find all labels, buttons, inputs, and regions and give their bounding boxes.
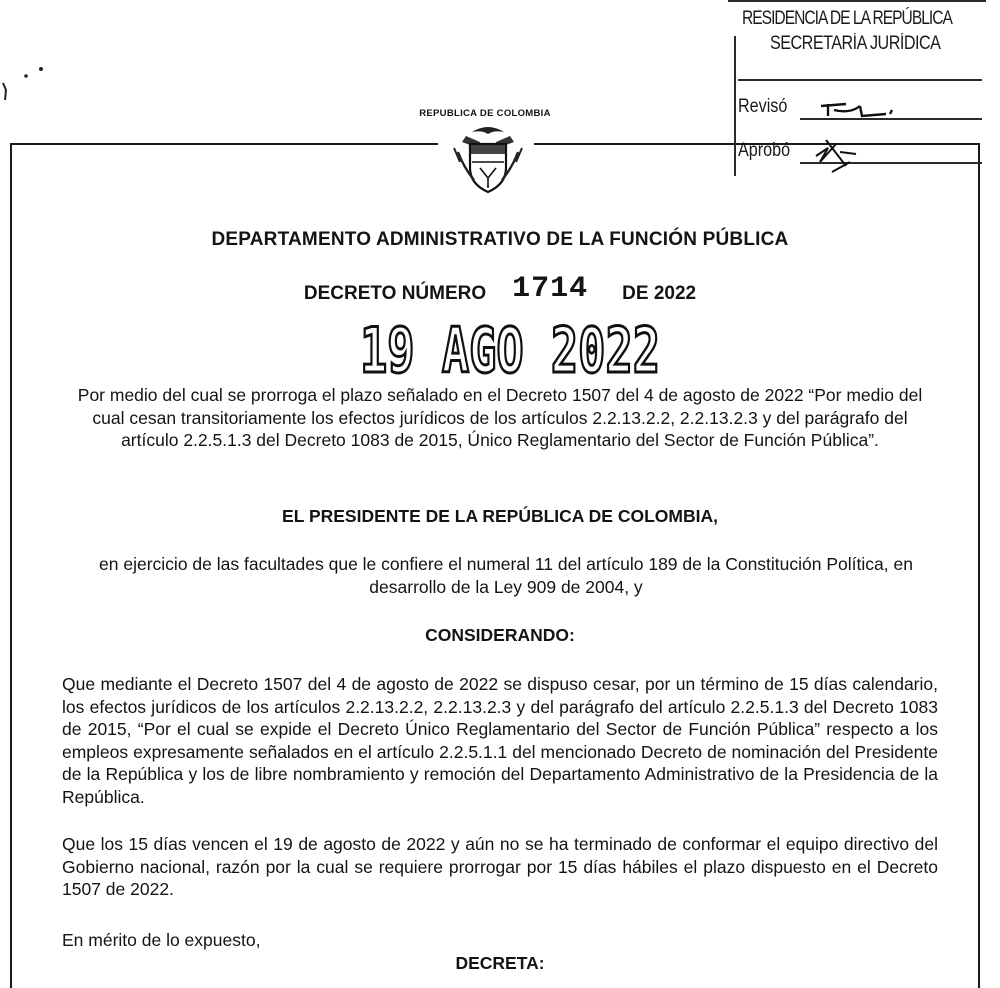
- stamp-rule-1: [738, 79, 982, 81]
- stamp-reviso-label: Revisó: [738, 96, 788, 117]
- frame-right-border: [978, 143, 980, 988]
- stamp-aprobo-label: Aprobó: [738, 140, 791, 161]
- decreto-prefix: DECRETO NÚMERO: [303, 283, 487, 304]
- frame-left-border: [10, 143, 12, 988]
- decreto-number-line: [0, 272, 1000, 309]
- decreto-number: 1714: [512, 272, 589, 306]
- republica-label: REPUBLICA DE COLOMBIA: [419, 108, 551, 119]
- considerando-paragraph-2: Que los 15 días vencen el 19 de agosto de 2022 y aún no se ha terminado de conformar el equipo directivo del Gobierno nacional, razón por la cual se requiere prorrogar por 15 días hábiles el plazo dispuesto en el Decreto 1507 de 2022.: [62, 834, 938, 899]
- frame-top-border-left: [10, 143, 438, 145]
- stamp-title-line2: SECRETARÍA JURÍDICA: [770, 33, 941, 54]
- stamp-title-line1: RESIDENCIA DE LA REPÚBLICA: [742, 8, 952, 29]
- aprobo-signature: [806, 132, 866, 176]
- date-stamp: [356, 312, 666, 387]
- stamp-top-rule: [728, 0, 986, 2]
- date-stamp-text: 19 AGO 2022: [360, 314, 660, 387]
- faculties-paragraph: en ejercicio de las facultades que le confiere el numeral 11 del artículo 189 de la Constitución Política, en desarrollo de la Ley 909 de 2004, y: [99, 554, 913, 597]
- president-heading: EL PRESIDENTE DE LA REPÚBLICA DE COLOMBIA,: [282, 506, 718, 526]
- colombia-coat-of-arms-icon: [450, 122, 526, 198]
- subject-paragraph: Por medio del cual se prorroga el plazo señalado en el Decreto 1507 del 4 de agosto de 2022 “Por medio del cual cesan transitoriamente los efectos jurídicos de los artículos 2.2.13.2.2, 2.2.13.2.3 y del parágrafo del artículo 2.2.5.1.3 del Decreto 1083 de 2015, Único Reglamentario del Sector de Función Pública”.: [77, 385, 923, 450]
- decreto-year: DE 2022: [622, 283, 697, 304]
- stamp-left-rule: [734, 36, 736, 176]
- approval-stamp: [728, 0, 986, 182]
- decreta-heading: DECRETA:: [455, 953, 545, 973]
- considerando-heading: CONSIDERANDO:: [425, 625, 575, 645]
- department-title: DEPARTAMENTO ADMINISTRATIVO DE LA FUNCIÓN PÚBLICA: [211, 229, 789, 250]
- considerando-paragraph-1: Que mediante el Decreto 1507 del 4 de agosto de 2022 se dispuso cesar, por un término de 15 días calendario, los efectos jurídicos de los artículos 2.2.13.2.2, 2.2.13.2.3 y del parágrafo del artículo 2.2.5.1.3 del Decreto 1083 de 2015, “Por el cual se expide el Decreto Único Reglamentario del Sector de Función Pública” respecto a los empleos expresamente señalados en el artículo 2.2.5.1.1 del mencionado Decreto de nominación del Presidente de la República y los de libre nombramiento y remoción del Departamento Administrativo de la Presidencia de la República.: [62, 674, 938, 807]
- merito-paragraph: En mérito de lo expuesto,: [62, 930, 261, 950]
